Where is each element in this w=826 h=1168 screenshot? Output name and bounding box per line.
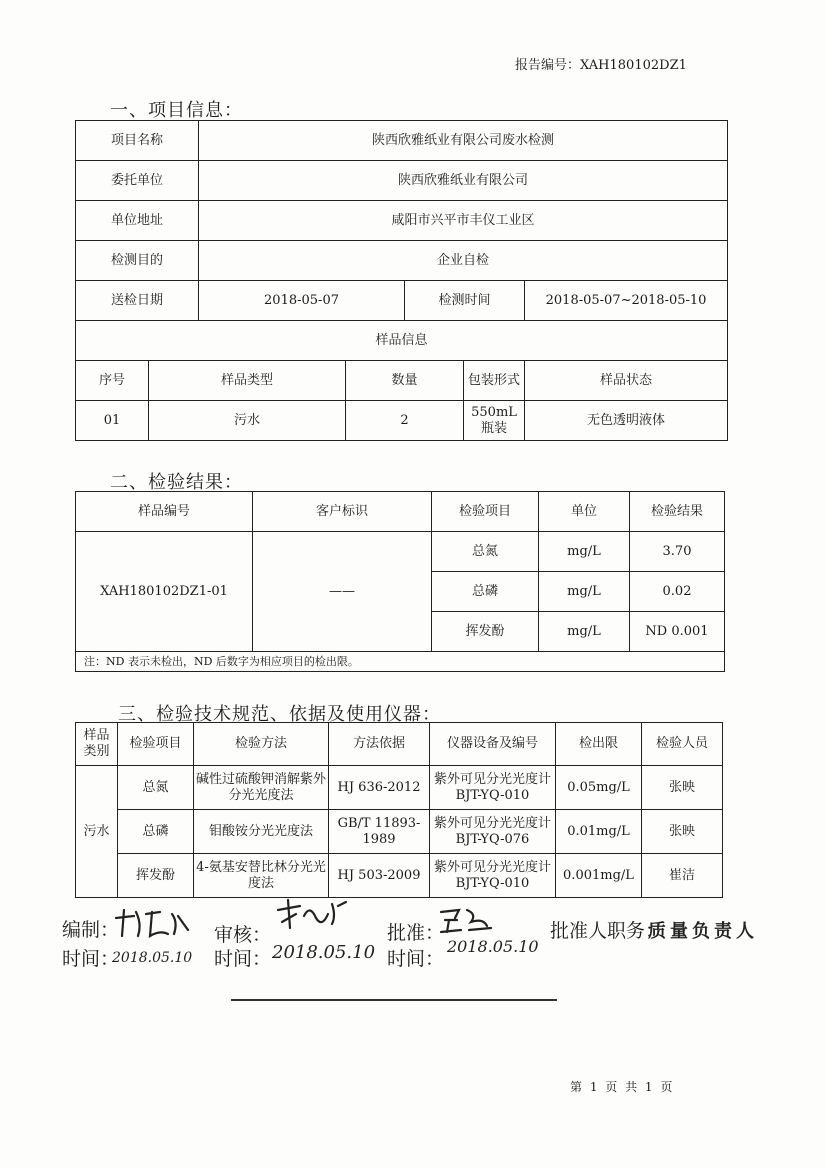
table-row <box>76 161 728 201</box>
sample-category: 污水 <box>76 766 118 898</box>
sample-quantity: 2 <box>346 401 464 441</box>
label-test-time: 检测时间 <box>405 281 525 321</box>
method-item: 总氮 <box>118 766 194 810</box>
test-result: 3.70 <box>630 532 725 572</box>
test-unit: mg/L <box>539 572 630 612</box>
sample-info-title: 样品信息 <box>76 321 728 361</box>
test-item: 总磷 <box>432 572 539 612</box>
value-client: 陕西欣雅纸业有限公司 <box>199 161 728 201</box>
column-header: 检出限 <box>556 723 642 766</box>
reviewer-signature <box>274 896 354 932</box>
instrument: 紫外可见分光光度计 BJT-YQ-076 <box>430 810 556 854</box>
column-header: 序号 <box>76 361 149 401</box>
report-number: 报告编号：XAH180102DZ1 <box>515 58 687 73</box>
value-send-date: 2018-05-07 <box>199 281 405 321</box>
table-row <box>76 766 723 810</box>
table-header-row <box>76 361 728 401</box>
compiler-signature <box>112 906 192 940</box>
project-info-table <box>75 120 728 441</box>
review-time-label: 时间： <box>214 948 272 970</box>
test-result: ND 0.001 <box>630 612 725 652</box>
value-address: 咸阳市兴平市丰仪工业区 <box>199 201 728 241</box>
table-row <box>76 810 723 854</box>
method-name: 钼酸铵分光光度法 <box>194 810 329 854</box>
signature-divider <box>231 999 557 1001</box>
value-test-time: 2018-05-07~2018-05-10 <box>525 281 728 321</box>
column-header: 样品编号 <box>76 492 253 532</box>
sample-number: XAH180102DZ1-01 <box>76 532 253 652</box>
table-row <box>76 652 725 672</box>
sample-state: 无色透明液体 <box>525 401 728 441</box>
method-name: 碱性过硫酸钾消解紫外分光光度法 <box>194 766 329 810</box>
page-footer: 第 1 页 共 1 页 <box>570 1080 675 1094</box>
label-purpose: 检测目的 <box>76 241 199 281</box>
instrument: 紫外可见分光光度计 BJT-YQ-010 <box>430 854 556 898</box>
table-header-row <box>76 492 725 532</box>
section-project-info-title: 一、项目信息： <box>110 100 243 121</box>
column-header: 包装形式 <box>464 361 525 401</box>
approver-title-label: 批准人职务： <box>550 920 665 942</box>
value-purpose: 企业自检 <box>199 241 728 281</box>
column-header: 单位 <box>539 492 630 532</box>
column-header: 检验项目 <box>432 492 539 532</box>
review-date: 2018.05.10 <box>272 942 376 963</box>
sample-type: 污水 <box>149 401 346 441</box>
method-basis: GB/T 11893-1989 <box>329 810 430 854</box>
test-unit: mg/L <box>539 612 630 652</box>
column-header: 仪器设备及编号 <box>430 723 556 766</box>
approve-time-label: 时间： <box>387 948 445 970</box>
table-row <box>76 401 728 441</box>
approve-label: 批准： <box>387 922 445 944</box>
approve-date: 2018.05.10 <box>447 937 539 956</box>
table-row <box>76 121 728 161</box>
test-item: 总氮 <box>432 532 539 572</box>
section-methods-title: 三、检验技术规范、依据及使用仪器： <box>118 704 441 725</box>
column-header: 样品类型 <box>149 361 346 401</box>
label-client: 委托单位 <box>76 161 199 201</box>
column-header: 数量 <box>346 361 464 401</box>
method-name: 4-氨基安替比林分光光度法 <box>194 854 329 898</box>
inspector: 张映 <box>642 810 723 854</box>
table-header-row <box>76 723 723 766</box>
instrument: 紫外可见分光光度计 BJT-YQ-010 <box>430 766 556 810</box>
table-row <box>76 321 728 361</box>
method-item: 总磷 <box>118 810 194 854</box>
approver-title: 质量负责人 <box>648 921 758 942</box>
results-table <box>75 491 725 672</box>
column-header: 检验结果 <box>630 492 725 532</box>
compile-date: 2018.05.10 <box>112 950 193 966</box>
detection-limit: 0.001mg/L <box>556 854 642 898</box>
table-row <box>76 241 728 281</box>
table-row <box>76 532 725 572</box>
test-result: 0.02 <box>630 572 725 612</box>
compile-time-label: 时间： <box>62 948 120 970</box>
value-project-name: 陕西欣雅纸业有限公司废水检测 <box>199 121 728 161</box>
compile-label: 编制： <box>62 919 120 941</box>
column-header: 检验项目 <box>118 723 194 766</box>
label-address: 单位地址 <box>76 201 199 241</box>
detection-limit: 0.05mg/L <box>556 766 642 810</box>
method-item: 挥发酚 <box>118 854 194 898</box>
review-label: 审核： <box>214 924 272 946</box>
column-header: 客户标识 <box>253 492 432 532</box>
table-row <box>76 854 723 898</box>
column-header: 检验方法 <box>194 723 329 766</box>
sample-packaging: 550mL 瓶装 <box>464 401 525 441</box>
column-header: 样品类别 <box>76 723 118 766</box>
table-row <box>76 281 728 321</box>
test-unit: mg/L <box>539 532 630 572</box>
table-row <box>76 201 728 241</box>
section-results-title: 二、检验结果： <box>110 472 243 493</box>
results-note: 注：ND 表示未检出，ND 后数字为相应项目的检出限。 <box>76 652 725 672</box>
inspector: 崔洁 <box>642 854 723 898</box>
inspector: 张映 <box>642 766 723 810</box>
label-send-date: 送检日期 <box>76 281 199 321</box>
methods-table <box>75 722 723 898</box>
test-item: 挥发酚 <box>432 612 539 652</box>
sample-seq: 01 <box>76 401 149 441</box>
detection-limit: 0.01mg/L <box>556 810 642 854</box>
column-header: 方法依据 <box>329 723 430 766</box>
approver-signature <box>437 904 497 936</box>
client-mark: —— <box>253 532 432 652</box>
method-basis: HJ 636-2012 <box>329 766 430 810</box>
method-basis: HJ 503-2009 <box>329 854 430 898</box>
column-header: 样品状态 <box>525 361 728 401</box>
column-header: 检验人员 <box>642 723 723 766</box>
label-project-name: 项目名称 <box>76 121 199 161</box>
